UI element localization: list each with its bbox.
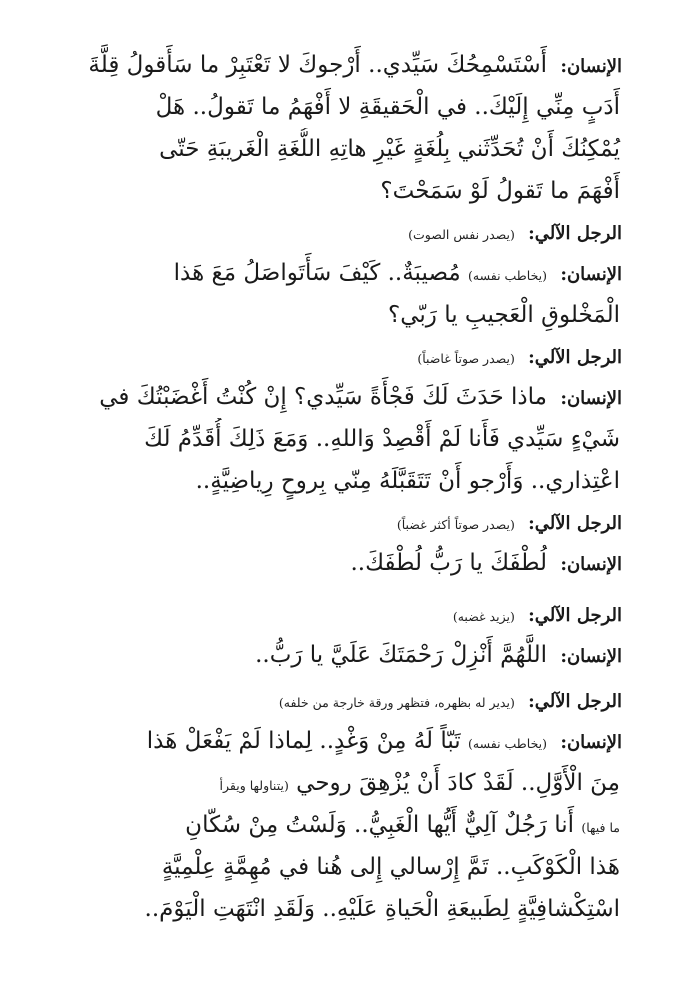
dialogue-line: ماذا حَدَثَ لَكَ فَجْأَةً سَيِّدي؟ إِنْ كُنْتُ أَغْضَبْتُكَ في xyxy=(99,384,547,410)
dialogue-line: اسْتِكْشافِيَّةٍ لِطَبيعَةِ الْحَياةِ عَلَيْهِ.. وَلَقَدِ انْتَهَتِ الْيَوْمَ.. xyxy=(144,896,620,922)
dialogue-human-1 xyxy=(52,44,622,212)
speaker-label: الرجل الآلي: xyxy=(528,347,622,368)
stage-direction-inline: ما فيها) xyxy=(581,820,620,835)
stage-direction: (يدير له بظهره، فتظهر ورقة خارجة من خلفه) xyxy=(278,695,515,710)
dialogue-line: شَيْءٍ سَيِّدي فَأَنا لَمْ أَقْصِدْ وَاللهِ.. وَمَعَ ذَلِكَ أُقَدِّمُ لَكَ xyxy=(144,426,620,452)
stage-direction: (يصدر صوتاً أكثر غضباً) xyxy=(396,517,515,532)
dialogue-line: لُطْفَكَ يا رَبُّ لُطْفَكَ.. xyxy=(350,550,547,576)
dialogue-human-4 xyxy=(52,542,622,584)
dialogue-human-2 xyxy=(52,252,622,336)
dialogue-human-6 xyxy=(52,720,622,930)
speaker-label: الإنسان: xyxy=(560,646,622,667)
dialogue-line: مُصيبَةٌ.. كَيْفَ سَأَتَواصَلُ مَعَ هَذا xyxy=(173,260,461,286)
dialogue-robot-5 xyxy=(52,680,622,720)
dialogue-line: يُمْكِنُكَ أَنْ تُحَدِّثَني بِلُغَةٍ غَيْرِ هاتِهِ اللُّغَةِ الْغَريبَةِ حَتّى xyxy=(159,136,620,162)
speaker-label: الإنسان: xyxy=(560,732,622,753)
dialogue-line: مِنَ الْأَوَّلِ.. لَقَدْ كادَ أَنْ يُزْهِقَ روحي xyxy=(296,770,620,796)
dialogue-line: أَفْهَمَ ما تَقولُ لَوْ سَمَحْتَ؟ xyxy=(380,178,620,204)
dialogue-human-5 xyxy=(52,634,622,676)
stage-direction: (يخاطب نفسه) xyxy=(468,268,547,283)
dialogue-line: اللَّهُمَّ أَنْزِلْ رَحْمَتَكَ عَلَيَّ يا رَبُّ.. xyxy=(255,642,547,668)
speaker-label: الرجل الآلي: xyxy=(528,513,622,534)
stage-direction: (يصدر نفس الصوت) xyxy=(408,227,515,242)
dialogue-robot-2 xyxy=(52,336,622,376)
dialogue-line: اعْتِذاري.. وَأَرْجو أَنْ تَتَقَبَّلَهُ مِنّي بِروحٍ رِياضِيَّةٍ.. xyxy=(195,468,620,494)
speaker-label: الرجل الآلي: xyxy=(528,223,622,244)
speaker-label: الرجل الآلي: xyxy=(528,691,622,712)
dialogue-line: أَنا رَجُلٌ آلِيٌّ أَيُّها الْغَبِيُّ.. وَلَسْتُ مِنْ سُكّانِ xyxy=(185,812,575,838)
stage-direction: (يخاطب نفسه) xyxy=(468,736,547,751)
speaker-label: الإنسان: xyxy=(560,554,622,575)
speaker-label: الرجل الآلي: xyxy=(528,605,622,626)
stage-direction: (يصدر صوتاً غاضباً) xyxy=(417,351,515,366)
speaker-label: الإنسان: xyxy=(560,264,622,285)
stage-direction-inline: (يتناولها ويقرأ xyxy=(219,778,289,793)
dialogue-robot-3 xyxy=(52,502,622,542)
dialogue-robot-4 xyxy=(52,594,622,634)
dialogue-line: أَسْتَسْمِحُكَ سَيِّدي.. أَرْجوكَ لا تَعْتَبِرْ ما سَأَقولُ قِلَّةَ xyxy=(88,52,547,78)
dialogue-line: هَذا الْكَوْكَبِ.. تَمَّ إِرْسالي إِلى هُنا في مُهِمَّةٍ عِلْمِيَّةٍ xyxy=(161,854,620,880)
stage-direction: (يزيد غضبه) xyxy=(452,609,515,624)
dialogue-line: الْمَخْلوقِ الْعَجيبِ يا رَبّي؟ xyxy=(388,302,620,328)
dialogue-line: تَبّاً لَهُ مِنْ وَغْدٍ.. لِماذا لَمْ يَفْعَلْ هَذا xyxy=(146,728,461,754)
script-page xyxy=(52,44,622,930)
dialogue-human-3 xyxy=(52,376,622,502)
dialogue-robot-1 xyxy=(52,212,622,252)
speaker-label: الإنسان: xyxy=(560,56,622,77)
speaker-label: الإنسان: xyxy=(560,388,622,409)
dialogue-line: أَدَبٍ مِنِّي إِلَيْكَ.. في الْحَقيقَةِ لا أَفْهَمُ ما تَقولُ.. هَلْ xyxy=(155,94,620,120)
